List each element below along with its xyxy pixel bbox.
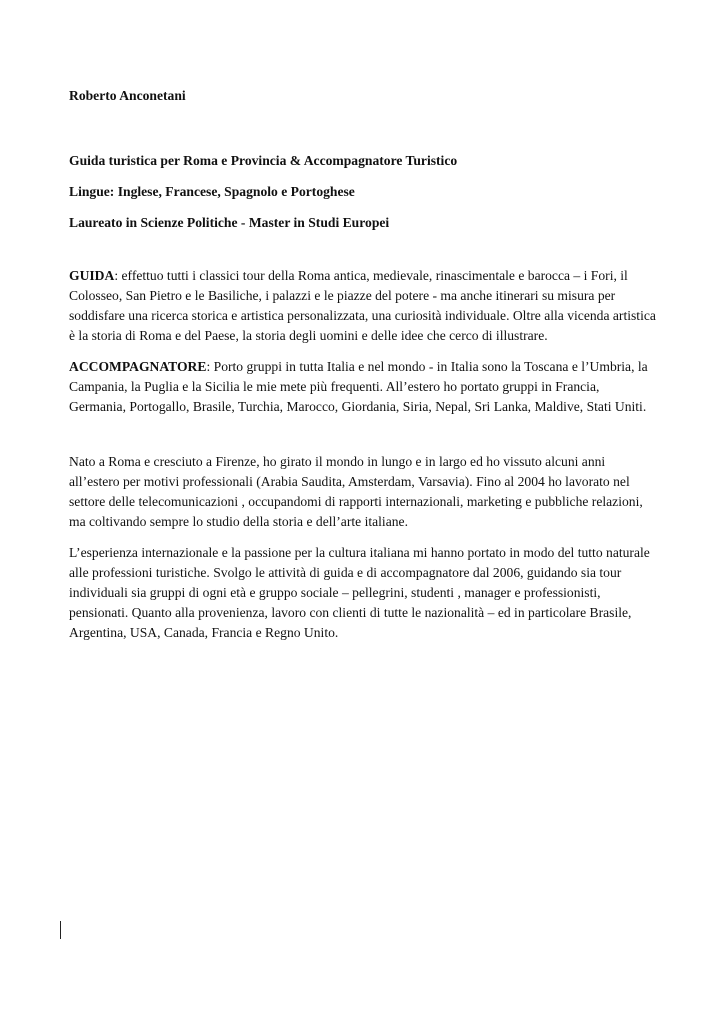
guida-text: : effettuo tutti i classici tour della Roma antica, medievale, rinascimentale e barocca – i Fori, il Colosseo, San Pietro e le Basiliche, i palazzi e le piazze del potere - ma anche itinerari su misura per soddisfare una ricerca storica e artistica personalizzata, una curiosità individuale. Oltre alla vicenda artistica è la storia di Roma e del Paese, la storia degli uomini e delle idee che cerco di illustrare. (69, 268, 656, 343)
accompagnatore-label: ACCOMPAGNATORE (69, 359, 207, 374)
accompagnatore-paragraph (69, 357, 659, 417)
bio-paragraph-1: Nato a Roma e cresciuto a Firenze, ho girato il mondo in lungo e in largo ed ho vissuto alcuni anni all’estero per motivi professionali (Arabia Saudita, Amsterdam, Varsavia). Fino al 2004 ho lavorato nel settore delle telecomunicazioni , occupandomi di rapporti internazionali, marketing e pubbliche relazioni, ma coltivando sempre lo studio della storia e dell’arte italiane. (69, 454, 643, 529)
education-line: Laureato in Scienze Politiche - Master in Studi Europei (69, 215, 390, 230)
accompagnatore-text: : Porto gruppi in tutta Italia e nel mondo - in Italia sono la Toscana e l’Umbria, la Campania, la Puglia e la Sicilia le mie mete più frequenti. All’estero ho portato gruppi in Francia, Germania, Portogallo, Brasile, Turchia, Marocco, Giordania, Siria, Nepal, Sri Lanka, Maldive, Stati Uniti. (69, 359, 648, 414)
profession-line: Guida turistica per Roma e Provincia & Accompagnatore Turistico (69, 153, 458, 168)
languages-line: Lingue: Inglese, Francese, Spagnolo e Portoghese (69, 184, 355, 199)
author-name: Roberto Anconetani (69, 88, 186, 103)
text-cursor-icon (60, 921, 61, 939)
guida-paragraph (69, 266, 659, 346)
guida-label: GUIDA (69, 268, 115, 283)
document-body (69, 86, 659, 654)
bio-paragraph-2: L’esperienza internazionale e la passione per la cultura italiana mi hanno portato in modo del tutto naturale alle professioni turistiche. Svolgo le attività di guida e di accompagnatore dal 2006, guidando sia tour individuali sia gruppi di ogni età e gruppo sociale – pellegrini, studenti , manager e professionisti, pensionati. Quanto alla provenienza, lavoro con clienti di tutte le nazionalità – ed in particolare Brasile, Argentina, USA, Canada, Francia e Regno Unito. (69, 545, 650, 640)
